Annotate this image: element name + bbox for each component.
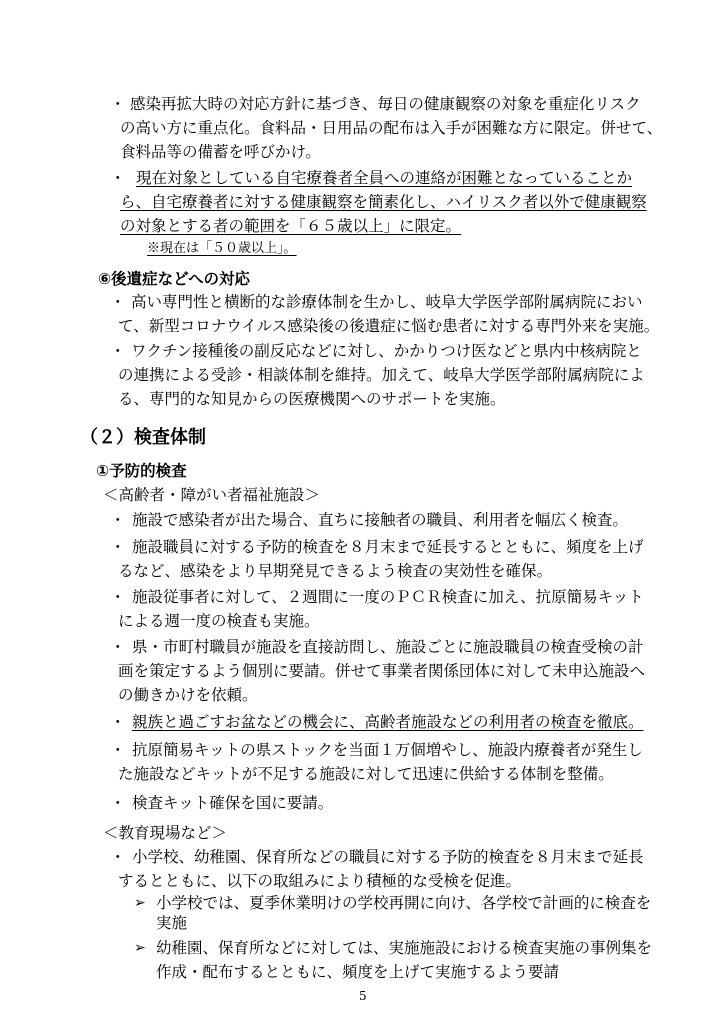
text-line: 現在対象としている自宅療養者全員への連絡が困難となっていることか bbox=[136, 169, 633, 187]
category-heading: ＜高齢者・障がい者福祉施設＞ bbox=[103, 486, 321, 504]
bullet: ・ bbox=[110, 95, 126, 113]
category-heading: ＜教育現場など＞ bbox=[103, 824, 228, 842]
text-line: 親族と過ごすお盆などの機会に、高齢者施設などの利用者の検査を徹底。 bbox=[132, 713, 644, 731]
text-line: 施設職員に対する予防的検査を８月末まで延長するとともに、頻度を上げ bbox=[132, 538, 644, 556]
section-heading: （２）検査体制 bbox=[80, 427, 206, 448]
subsection-heading: ①予防的検査 bbox=[96, 462, 187, 480]
bullet: ・ bbox=[110, 848, 126, 866]
text-line: 感染再拡大時の対応方針に基づき、毎日の健康観察の対象を重症化リスク bbox=[130, 95, 641, 113]
text-line: 施設で感染者が出た場合、直ちに接触者の職員、利用者を幅広く検査。 bbox=[132, 511, 629, 529]
bullet: ・ bbox=[110, 713, 126, 731]
text-line: による週一度の検査も実施。 bbox=[118, 612, 320, 630]
text-line: て、新型コロナウイルス感染後の後遺症に悩む患者に対する専門外来を実施。 bbox=[118, 317, 660, 335]
text-line: た施設などキットが不足する施設に対して迅速に供給する体制を整備。 bbox=[118, 765, 614, 783]
bullet: ・ bbox=[110, 511, 126, 529]
text-line: 施設従事者に対して、２週間に一度のＰＣＲ検査に加え、抗原簡易キット bbox=[132, 588, 644, 606]
text-line: 小学校では、夏季休業明けの学校再開に向け、各学校で計画的に検査を bbox=[156, 894, 652, 912]
text-line: る、専門的な知見からの医療機関へのサポートを実施。 bbox=[118, 390, 506, 408]
arrow-icon: ➢ bbox=[134, 895, 146, 911]
text-line: 県・市町村職員が施設を直接訪問し、施設ごとに施設職員の検査受検の計 bbox=[132, 638, 644, 656]
bullet: ・ bbox=[110, 588, 126, 606]
text-line: の働きかけを依頼。 bbox=[118, 686, 258, 704]
arrow-icon: ➢ bbox=[134, 940, 146, 956]
bullet: ・ bbox=[110, 293, 126, 311]
text-line: 画を策定するよう個別に要請。併せて事業者関係団体に対して未申込施設へ bbox=[118, 662, 646, 680]
text-line: 小学校、幼稚園、保育所などの職員に対する予防的検査を８月末まで延長 bbox=[132, 848, 644, 866]
bullet: ・ bbox=[110, 342, 126, 360]
bullet: ・ bbox=[110, 794, 126, 812]
bullet: ・ bbox=[110, 741, 126, 759]
text-line: 抗原簡易キットの県ストックを当面１万個増やし、施設内療養者が発生し bbox=[132, 741, 643, 759]
bullet: ・ bbox=[110, 638, 126, 656]
text-line: の対象とする者の範囲を「６５歳以上」に限定。 bbox=[120, 217, 462, 235]
note: ※現在は「５０歳以上」。 bbox=[147, 241, 297, 256]
text-line: 食料品等の備蓄を呼びかけ。 bbox=[120, 143, 321, 161]
page-number: 5 bbox=[359, 989, 367, 1003]
text-line: ら、自宅療養者に対する健康観察を簡素化し、ハイリスク者以外で健康観察 bbox=[120, 193, 647, 211]
text-line: 実施 bbox=[156, 914, 188, 932]
bullet: ・ bbox=[110, 538, 126, 556]
text-line: るなど、感染をより早期発見できるよう検査の実効性を確保。 bbox=[118, 562, 553, 580]
text-line: ワクチン接種後の副反応などに対し、かかりつけ医などと県内中核病院と bbox=[131, 342, 642, 360]
text-line: 検査キット確保を国に要請。 bbox=[132, 794, 334, 812]
text-line: の高い方に重点化。食料品・日用品の配布は入手が困難な方に限定。併せて、 bbox=[120, 119, 663, 137]
text-line: の連携による受診・相談体制を維持。加えて、岐阜大学医学部附属病院によ bbox=[118, 366, 645, 384]
bullet: ・ bbox=[110, 169, 126, 187]
text-line: 幼稚園、保育所などに対しては、実施施設における検査実施の事例集を bbox=[156, 939, 653, 957]
text-line: 高い専門性と横断的な診療体制を生かし、岐阜大学医学部附属病院におい bbox=[131, 293, 643, 311]
text-line: するとともに、以下の取組みにより積極的な受検を促進。 bbox=[118, 872, 522, 890]
section-heading: ⑥後遺症などへの対応 bbox=[98, 270, 251, 288]
text-line: 作成・配布するとともに、頻度を上げて実施するよう要請 bbox=[156, 963, 560, 981]
